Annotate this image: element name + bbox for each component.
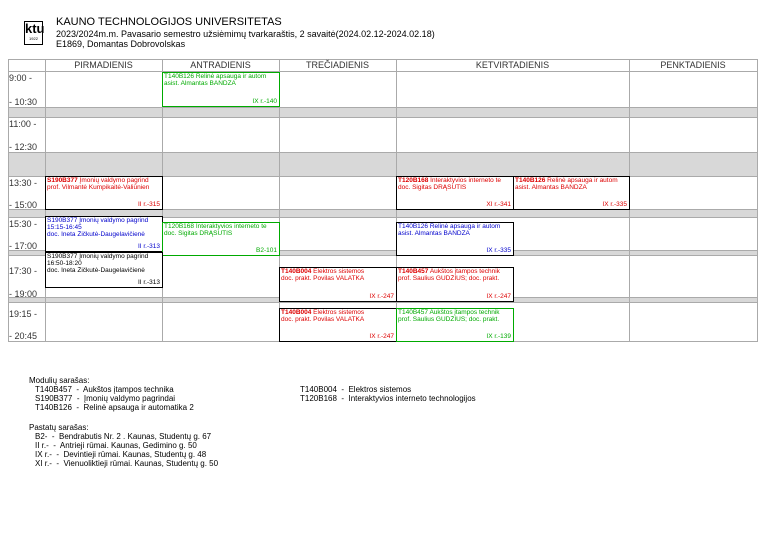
modules-title: Modulių sarašas: bbox=[29, 376, 90, 385]
module-item: T140B004 - Elektros sistemos bbox=[300, 385, 412, 394]
break-shade bbox=[8, 107, 758, 117]
timetable-grid bbox=[8, 59, 758, 342]
time-label: 9:00 - bbox=[9, 73, 33, 83]
event-block[interactable]: T140B126 Relinė apsauga ir autom asist. Almantas BANDZA IX r.-335 bbox=[513, 176, 630, 210]
ktu-logo bbox=[24, 21, 43, 45]
building-item: II r.- - Antrieji rūmai. Kaunas, Gedimino g. 50 bbox=[35, 441, 197, 450]
time-label: - 20:45 bbox=[9, 331, 38, 341]
logo-year: 1922 bbox=[29, 36, 38, 41]
schedule-title: 2023/2024m.m. Pavasario semestro užsiėmimų tvarkaraštis, 2 savaitė(2024.02.12-2024.02.18) bbox=[56, 29, 435, 39]
time-label: - 17:00 bbox=[9, 241, 38, 251]
event-block[interactable]: T140B004 Elektros sistemos doc. prakt. Povilas VALATKA IX r.-247 bbox=[279, 308, 397, 342]
module-item: T120B168 - Interaktyvios interneto technologijos bbox=[300, 394, 476, 403]
event-block[interactable]: T140B004 Elektros sistemos doc. prakt. Povilas VALATKA IX r.-247 bbox=[279, 267, 397, 302]
time-label: 19:15 - bbox=[9, 309, 38, 319]
time-label: - 19:00 bbox=[9, 289, 38, 299]
event-block[interactable]: T140B126 Relinė apsauga ir autom asist. Almantas BANDZA IX r.-335 bbox=[396, 222, 514, 256]
event-block[interactable]: T140B457 Aukštos įtampos technik prof. Saulius GUDŽIUS; doc. prakt. IX r.-247 bbox=[396, 267, 514, 302]
university-title: KAUNO TECHNOLOGIJOS UNIVERSITETAS bbox=[56, 16, 282, 28]
event-block[interactable]: T140B457 Aukštos įtampos technik prof. Saulius GUDŽIUS; doc. prakt. IX r.-139 bbox=[396, 308, 514, 342]
event-block[interactable]: S190B377 Įmonių valdymo pagrind prof. Vilmantė Kumpikaitė-Valiūnien II r.-315 bbox=[45, 176, 163, 210]
time-label: - 15:00 bbox=[9, 200, 38, 210]
time-label: - 10:30 bbox=[9, 97, 38, 107]
time-label: - 12:30 bbox=[9, 142, 38, 152]
building-item: XI r.- - Vienuoliktieji rūmai. Kaunas, Studentų g. 50 bbox=[35, 459, 219, 468]
time-label: 15:30 - bbox=[9, 219, 38, 229]
time-label: 11:00 - bbox=[9, 119, 37, 129]
time-label: 17:30 - bbox=[9, 266, 38, 276]
event-block[interactable]: T140B126 Relinė apsauga ir autom asist. Almantas BANDZA IX r.-140 bbox=[162, 72, 280, 107]
day-header-wednesday: TREČIADIENIS bbox=[305, 60, 369, 70]
day-header-monday: PIRMADIENIS bbox=[74, 60, 133, 70]
building-item: IX r.- - Devintieji rūmai. Kaunas, Studentų g. 48 bbox=[35, 450, 207, 459]
time-label: 13:30 - bbox=[9, 178, 38, 188]
event-block[interactable]: T120B168 Interaktyvios interneto te doc. Sigitas DRĄSUTIS B2-101 bbox=[162, 222, 280, 256]
event-block[interactable]: S190B377 Įmonių valdymo pagrind 15:15-16:45 doc. Ineta Žičkutė-Daugelavičienė II r.-313 bbox=[45, 216, 163, 252]
buildings-title: Pastatų sarašas: bbox=[29, 423, 89, 432]
logo-text: ktu bbox=[25, 21, 45, 36]
day-header-tuesday: ANTRADIENIS bbox=[190, 60, 251, 70]
person-info: E1869, Domantas Dobrovolskas bbox=[56, 39, 186, 49]
break-shade bbox=[8, 152, 758, 176]
day-header-friday: PENKTADIENIS bbox=[660, 60, 726, 70]
module-item: T140B126 - Relinė apsauga ir automatika 2 bbox=[35, 403, 194, 412]
event-block[interactable]: S190B377 Įmonių valdymo pagrind 16:50-18:20 doc. Ineta Žičkutė-Daugelavičienė II r.-313 bbox=[45, 252, 163, 288]
module-item: T140B457 - Aukštos įtampos technika bbox=[35, 385, 174, 394]
day-header-thursday: KETVIRTADIENIS bbox=[475, 60, 550, 70]
module-item: S190B377 - Įmonių valdymo pagrindai bbox=[35, 394, 176, 403]
building-item: B2- - Bendrabutis Nr. 2 . Kaunas, Studentų g. 67 bbox=[35, 432, 212, 441]
event-block[interactable]: T120B168 Interaktyvios interneto te doc. Sigitas DRĄSUTIS XI r.-341 bbox=[396, 176, 514, 210]
